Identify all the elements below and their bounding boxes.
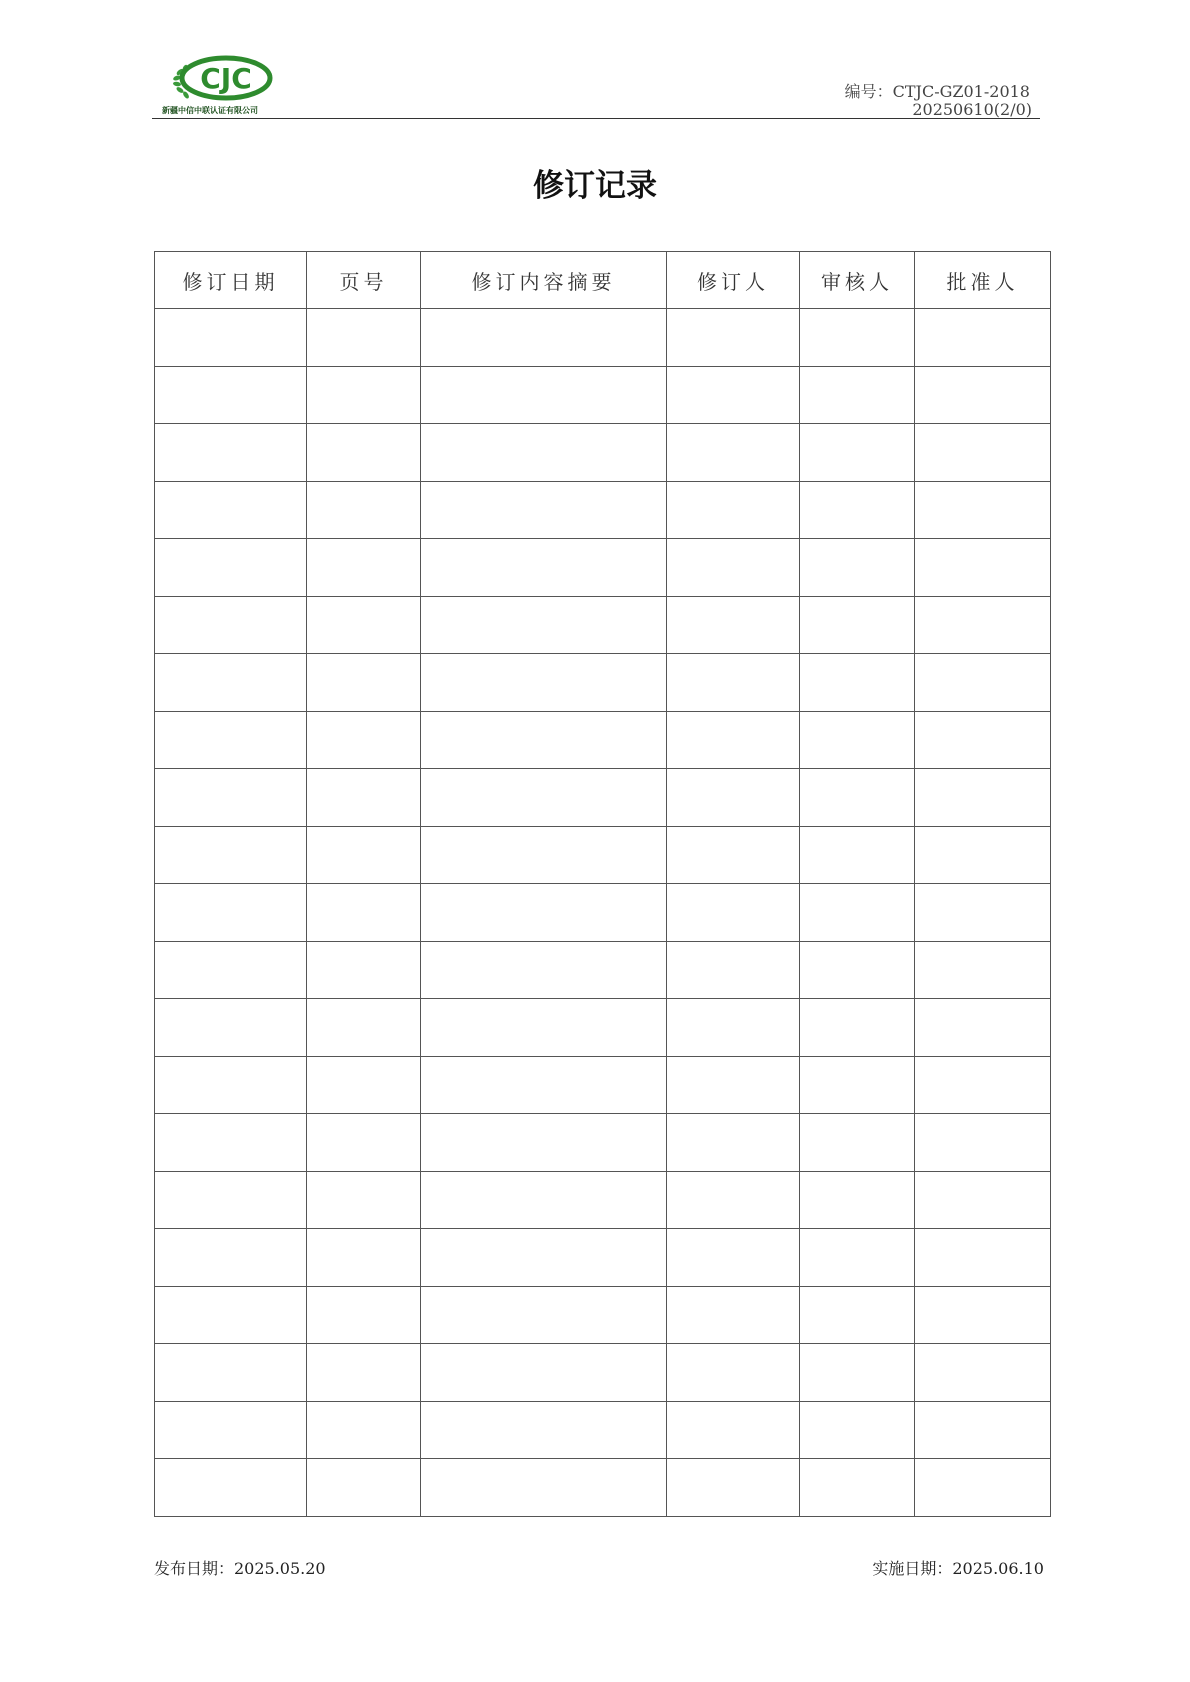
table-cell	[155, 596, 307, 654]
table-row	[155, 1459, 1051, 1517]
table-cell	[915, 769, 1051, 827]
table-cell	[421, 1344, 667, 1402]
table-cell	[307, 1171, 421, 1229]
table-cell	[800, 481, 915, 539]
table-cell	[667, 366, 800, 424]
table-cell	[421, 596, 667, 654]
column-header-reviser: 修订人	[667, 252, 800, 309]
table-cell	[800, 596, 915, 654]
table-cell	[667, 999, 800, 1057]
table-cell	[155, 481, 307, 539]
ctjc-logo-icon	[166, 52, 276, 108]
table-cell	[155, 309, 307, 367]
table-cell	[800, 884, 915, 942]
table-cell	[800, 711, 915, 769]
table-cell	[667, 539, 800, 597]
table-row	[155, 1171, 1051, 1229]
table-cell	[915, 711, 1051, 769]
table-row	[155, 366, 1051, 424]
table-header-row	[155, 252, 1051, 309]
table-cell	[667, 481, 800, 539]
table-cell	[915, 1229, 1051, 1287]
table-cell	[421, 481, 667, 539]
table-row	[155, 941, 1051, 999]
table-cell	[421, 1459, 667, 1517]
table-row	[155, 1056, 1051, 1114]
table-cell	[667, 654, 800, 712]
table-cell	[307, 769, 421, 827]
table-cell	[800, 366, 915, 424]
table-cell	[155, 769, 307, 827]
table-cell	[800, 1056, 915, 1114]
table-cell	[915, 1401, 1051, 1459]
table-cell	[915, 481, 1051, 539]
table-cell	[421, 424, 667, 482]
table-cell	[667, 769, 800, 827]
table-cell	[155, 884, 307, 942]
table-cell	[421, 366, 667, 424]
table-cell	[155, 826, 307, 884]
table-cell	[915, 1344, 1051, 1402]
table-cell	[307, 1286, 421, 1344]
table-row	[155, 654, 1051, 712]
table-cell	[155, 424, 307, 482]
table-cell	[421, 884, 667, 942]
table-cell	[155, 1171, 307, 1229]
table-cell	[915, 596, 1051, 654]
table-cell	[667, 1171, 800, 1229]
table-cell	[307, 596, 421, 654]
table-cell	[307, 366, 421, 424]
table-cell	[915, 884, 1051, 942]
table-cell	[155, 1229, 307, 1287]
company-name: 新疆中信中联认证有限公司	[162, 106, 258, 115]
table-row	[155, 596, 1051, 654]
table-cell	[421, 1171, 667, 1229]
column-header-approver: 批准人	[915, 252, 1051, 309]
table-cell	[667, 941, 800, 999]
table-row	[155, 309, 1051, 367]
table-cell	[915, 941, 1051, 999]
table-cell	[800, 654, 915, 712]
table-cell	[421, 654, 667, 712]
table-cell	[307, 481, 421, 539]
table-cell	[800, 826, 915, 884]
table-cell	[667, 826, 800, 884]
table-cell	[915, 999, 1051, 1057]
table-cell	[800, 539, 915, 597]
table-cell	[155, 711, 307, 769]
table-cell	[307, 999, 421, 1057]
table-row	[155, 826, 1051, 884]
table-cell	[915, 1286, 1051, 1344]
table-cell	[915, 1459, 1051, 1517]
table-cell	[667, 309, 800, 367]
table-cell	[307, 1401, 421, 1459]
table-cell	[800, 1401, 915, 1459]
table-cell	[421, 1286, 667, 1344]
table-cell	[800, 1344, 915, 1402]
table-row	[155, 539, 1051, 597]
table-cell	[667, 1344, 800, 1402]
table-cell	[421, 1114, 667, 1172]
document-code: 编号：CTJC-GZ01-2018	[844, 82, 1030, 101]
table-cell	[421, 941, 667, 999]
table-cell	[667, 1229, 800, 1287]
table-row	[155, 884, 1051, 942]
table-cell	[667, 1286, 800, 1344]
table-cell	[307, 1344, 421, 1402]
table-cell	[421, 309, 667, 367]
table-cell	[800, 1459, 915, 1517]
table-cell	[307, 884, 421, 942]
table-body	[155, 309, 1051, 1517]
table-cell	[155, 941, 307, 999]
table-cell	[155, 1401, 307, 1459]
table-cell	[667, 711, 800, 769]
table-cell	[307, 1114, 421, 1172]
table-cell	[915, 1114, 1051, 1172]
table-cell	[800, 309, 915, 367]
table-row	[155, 999, 1051, 1057]
table-row	[155, 1401, 1051, 1459]
table-cell	[307, 654, 421, 712]
column-header-reviewer: 审核人	[800, 252, 915, 309]
table-cell	[155, 999, 307, 1057]
column-header-revision-date: 修订日期	[155, 252, 307, 309]
table-row	[155, 481, 1051, 539]
table-row	[155, 769, 1051, 827]
table-cell	[155, 1056, 307, 1114]
table-cell	[800, 769, 915, 827]
table-cell	[155, 366, 307, 424]
table-cell	[915, 654, 1051, 712]
table-cell	[421, 826, 667, 884]
table-cell	[421, 1401, 667, 1459]
table-cell	[155, 1114, 307, 1172]
table-cell	[800, 1229, 915, 1287]
logo-text: CJC	[200, 62, 252, 95]
table-cell	[667, 1401, 800, 1459]
table-cell	[155, 539, 307, 597]
table-cell	[800, 1171, 915, 1229]
table-cell	[307, 1056, 421, 1114]
table-cell	[155, 1286, 307, 1344]
table-row	[155, 424, 1051, 482]
page-title: 修订记录	[533, 168, 657, 204]
table-cell	[915, 424, 1051, 482]
table-row	[155, 1286, 1051, 1344]
table-cell	[155, 1459, 307, 1517]
document-header	[152, 52, 1040, 119]
table-cell	[307, 539, 421, 597]
table-cell	[800, 424, 915, 482]
table-cell	[667, 424, 800, 482]
column-header-revision-summary: 修订内容摘要	[421, 252, 667, 309]
table-cell	[800, 941, 915, 999]
table-cell	[915, 366, 1051, 424]
table-cell	[421, 769, 667, 827]
table-cell	[915, 1171, 1051, 1229]
table-cell	[155, 654, 307, 712]
table-cell	[421, 711, 667, 769]
table-cell	[421, 539, 667, 597]
table-cell	[155, 1344, 307, 1402]
revision-record-table	[154, 251, 1051, 1517]
table-cell	[307, 941, 421, 999]
table-cell	[667, 1114, 800, 1172]
table-cell	[915, 539, 1051, 597]
table-cell	[307, 711, 421, 769]
publish-date: 发布日期：2025.05.20	[154, 1559, 326, 1578]
table-cell	[307, 826, 421, 884]
table-cell	[307, 1229, 421, 1287]
table-cell	[667, 884, 800, 942]
table-cell	[667, 596, 800, 654]
table-cell	[800, 999, 915, 1057]
table-row	[155, 1114, 1051, 1172]
table-cell	[667, 1056, 800, 1114]
table-cell	[307, 424, 421, 482]
document-revision: 20250610(2/0)	[912, 100, 1032, 119]
table-row	[155, 711, 1051, 769]
table-cell	[800, 1114, 915, 1172]
table-cell	[421, 1229, 667, 1287]
table-cell	[307, 309, 421, 367]
table-row	[155, 1229, 1051, 1287]
table-cell	[307, 1459, 421, 1517]
table-cell	[667, 1459, 800, 1517]
effective-date: 实施日期：2025.06.10	[872, 1559, 1044, 1578]
table-cell	[915, 826, 1051, 884]
column-header-page-number: 页号	[307, 252, 421, 309]
table-cell	[915, 309, 1051, 367]
table-cell	[915, 1056, 1051, 1114]
table-cell	[421, 1056, 667, 1114]
table-cell	[800, 1286, 915, 1344]
table-cell	[421, 999, 667, 1057]
table-row	[155, 1344, 1051, 1402]
